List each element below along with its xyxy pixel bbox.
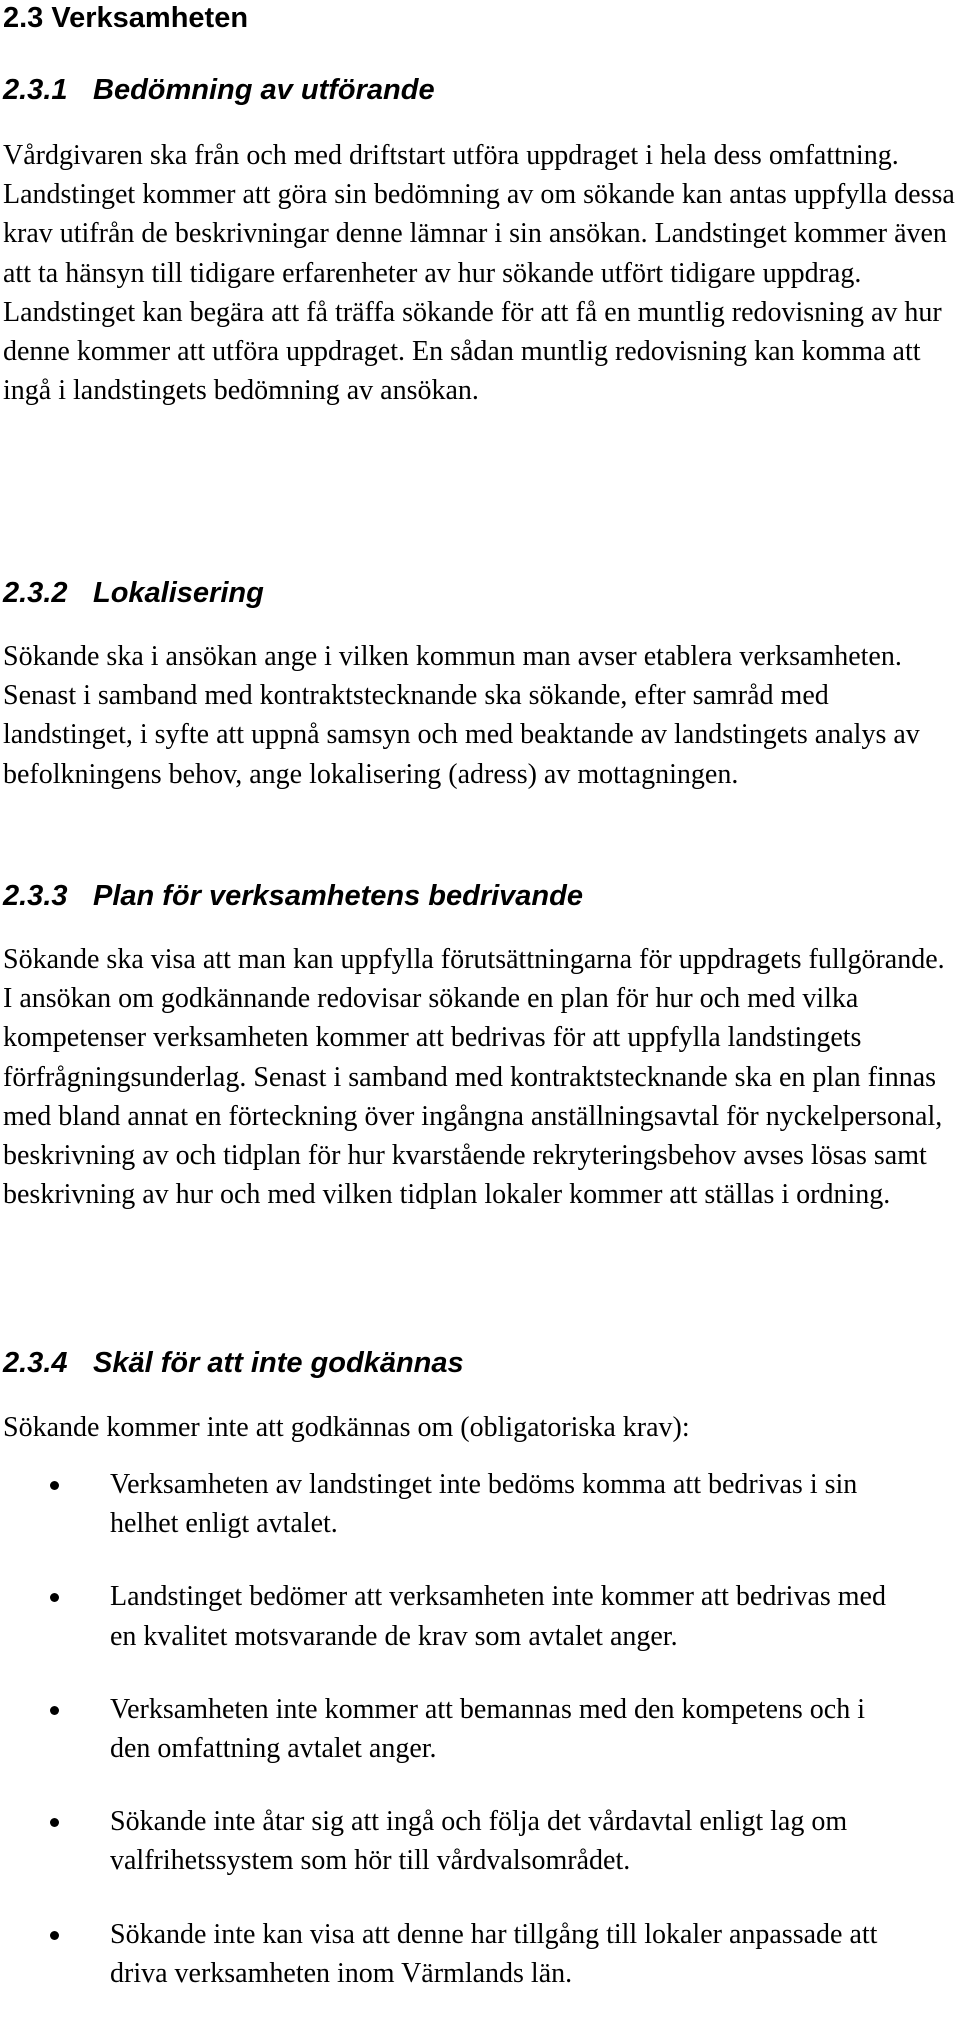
localization-paragraph: Sökande ska i ansökan ange i vilken kommun man avser etablera verksamheten. Senast i samband med kontraktstecknande ska sökande, efter samråd med landstinget, i syfte att uppnå samsyn och med beaktande av landstingets analys av befolkningens behov, ange lokalisering (adress) av mottagningen.: [3, 641, 920, 790]
subsection-title: Bedömning av utförande: [93, 74, 435, 106]
list-item: [0, 1915, 910, 1993]
subsection-title: Skäl för att inte godkännas: [93, 1347, 464, 1379]
plan-paragraph: Sökande ska visa att man kan uppfylla förutsättningarna för uppdragets fullgörande. I ansökan om godkännande redovisar sökande en plan för hur och med vilka kompetenser verksamheten kommer att bedrivas för att uppfylla landstingets förfrågningsunderlag. Senast i samband med kontraktstecknande ska en plan finnas med bland annat en förteckning över ingångna anställningsavtal för nyckelpersonal, beskrivning av och tidplan för hur kvarstående rekryteringsbehov avses lösas samt beskrivning av hur och med vilken tidplan lokaler kommer att ställas i ordning.: [3, 944, 945, 1211]
bullet-icon: [50, 1931, 59, 1940]
subsection-number: 2.3.1: [3, 74, 68, 106]
bullet-icon: [50, 1706, 59, 1715]
subsection-heading-localization: [3, 575, 264, 611]
list-item: [0, 1802, 910, 1880]
section-heading: 2.3 Verksamheten: [3, 2, 249, 34]
list-item-text: Verksamheten av landstinget inte bedöms komma att bedrivas i sin helhet enligt avtalet.: [110, 1469, 858, 1540]
subsection-heading-plan: [3, 878, 583, 914]
list-item-text: Sökande inte kan visa att denne har tillgång till lokaler anpassade att driva verksamheten inom Värmlands län.: [110, 1918, 878, 1989]
list-item: [0, 1690, 910, 1768]
assessment-paragraph: Vårdgivaren ska från och med driftstart utföra uppdraget i hela dess omfattning. Landstinget kommer att göra sin bedömning av om sökande kan antas uppfylla dessa krav utifrån de beskrivningar denne lämnar i sin ansökan. Landstinget kommer även att ta hänsyn till tidigare erfarenheter av hur sökande utfört tidigare uppdrag. Landstinget kan begära att få träffa sökande för att få en muntlig redovisning av hur denne kommer att utföra uppdraget. En sådan muntlig redovisning kan komma att ingå i landstingets bedömning av ansökan.: [3, 140, 955, 407]
subsection-number: 2.3.4: [3, 1347, 68, 1379]
list-item-text: Verksamheten inte kommer att bemannas med den kompetens och i den omfattning avtalet anger.: [110, 1693, 866, 1765]
subsection-title: Plan för verksamhetens bedrivande: [93, 880, 583, 912]
subsection-heading-assessment: [3, 72, 435, 108]
subsection-number: 2.3.2: [3, 577, 68, 609]
bullet-icon: [50, 1481, 59, 1490]
list-item: [0, 1465, 910, 1543]
rejection-criteria-list: [0, 1465, 960, 2027]
subsection-heading-rejection: [3, 1345, 464, 1381]
list-item-text: Landstinget bedömer att verksamheten inte kommer att bedrivas med en kvalitet motsvarande de krav som avtalet anger.: [110, 1581, 886, 1652]
subsection-number: 2.3.3: [3, 880, 68, 912]
bullet-icon: [50, 1818, 59, 1827]
list-item: [0, 1577, 910, 1655]
rejection-intro: Sökande kommer inte att godkännas om (obligatoriska krav):: [3, 1412, 690, 1443]
subsection-title: Lokalisering: [93, 577, 264, 609]
bullet-icon: [50, 1593, 59, 1602]
list-item-text: Sökande inte åtar sig att ingå och följa det vårdavtal enligt lag om valfrihetssystem som hör till vårdvalsområdet.: [110, 1806, 848, 1877]
